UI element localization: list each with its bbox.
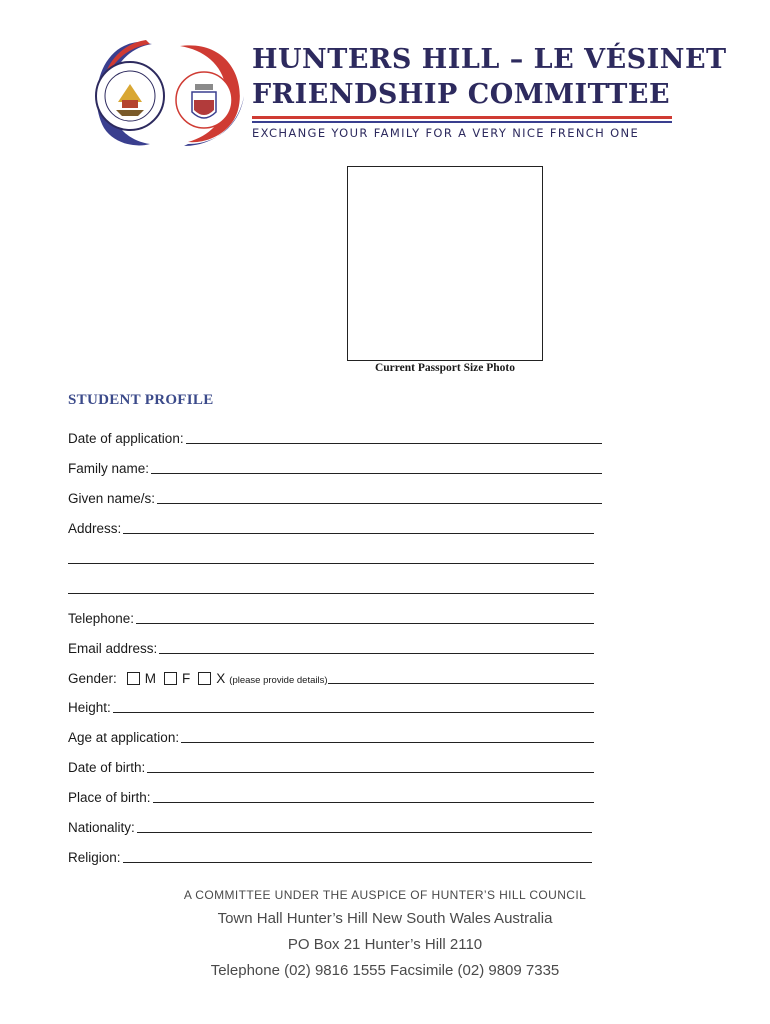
footer-phone: Telephone (02) 9816 1555 Facsimile (02) 9809 7335 (210, 962, 560, 979)
gender-x-label: X (216, 671, 226, 686)
date-of-application-label: Date of application: (68, 431, 184, 446)
address-row (68, 518, 594, 536)
gender-f-checkbox[interactable] (164, 672, 177, 685)
telephone-field[interactable] (136, 611, 594, 624)
photo-caption: Current Passport Size Photo (374, 362, 515, 374)
height-field[interactable] (113, 700, 594, 713)
nationality-row (68, 817, 592, 835)
gender-m-checkbox[interactable] (127, 672, 140, 685)
address-label: Address: (68, 521, 122, 536)
age-row (68, 727, 594, 745)
footer-po-box: PO Box 21 Hunter’s Hill 2110 (287, 936, 483, 953)
family-name-field[interactable] (151, 461, 602, 474)
place-of-birth-field[interactable] (153, 790, 594, 803)
given-names-row (68, 488, 602, 506)
tagline: EXCHANGE YOUR FAMILY FOR A VERY NICE FRENCH ONE (252, 126, 640, 140)
gender-x-checkbox[interactable] (198, 672, 211, 685)
email-label: Email address: (68, 641, 158, 656)
telephone-label: Telephone: (68, 611, 135, 626)
committee-title-line2: FRIENDSHIP COMMITTEE (252, 79, 671, 110)
address-continuation-row (68, 578, 594, 596)
gender-f-label: F (182, 671, 191, 686)
address-continuation-row (68, 548, 594, 566)
address-field-line1[interactable] (123, 521, 594, 534)
family-name-row (68, 458, 602, 476)
gender-x-note: (please provide details) (229, 675, 328, 686)
gender-details-field[interactable] (328, 671, 594, 684)
address-field-line2[interactable] (68, 551, 594, 564)
place-of-birth-row (68, 787, 594, 805)
title-divider-blue (252, 121, 672, 123)
place-of-birth-label: Place of birth: (68, 790, 151, 805)
religion-row (68, 847, 592, 865)
telephone-row (68, 608, 594, 626)
gender-label: Gender: (68, 671, 117, 686)
age-label: Age at application: (68, 730, 180, 745)
family-name-label: Family name: (68, 461, 150, 476)
given-names-label: Given name/s: (68, 491, 156, 506)
title-divider-red (252, 116, 672, 119)
nationality-field[interactable] (137, 820, 592, 833)
committee-title-line1: HUNTERS HILL – LE VÉSINET (252, 44, 727, 75)
nationality-label: Nationality: (68, 820, 135, 835)
date-of-application-row (68, 428, 602, 446)
footer-auspice: A COMMITTEE UNDER THE AUSPICE OF HUNTER’S HILL COUNCIL (183, 888, 587, 902)
height-label: Height: (68, 700, 111, 715)
religion-label: Religion: (68, 850, 121, 865)
gender-m-label: M (144, 671, 157, 686)
dob-field[interactable] (147, 760, 594, 773)
dob-row (68, 757, 594, 775)
given-names-field[interactable] (157, 491, 602, 504)
section-heading: STUDENT PROFILE (68, 392, 214, 408)
address-field-line3[interactable] (68, 581, 594, 594)
passport-photo-box[interactable] (347, 166, 543, 361)
email-row (68, 638, 594, 656)
committee-logo-icon (88, 40, 248, 148)
email-field[interactable] (159, 641, 594, 654)
dob-label: Date of birth: (68, 760, 146, 775)
date-of-application-field[interactable] (186, 431, 602, 444)
gender-row (68, 668, 594, 686)
age-field[interactable] (181, 730, 594, 743)
footer-address: Town Hall Hunter’s Hill New South Wales Australia (217, 910, 553, 927)
height-row (68, 697, 594, 715)
religion-field[interactable] (123, 850, 592, 863)
